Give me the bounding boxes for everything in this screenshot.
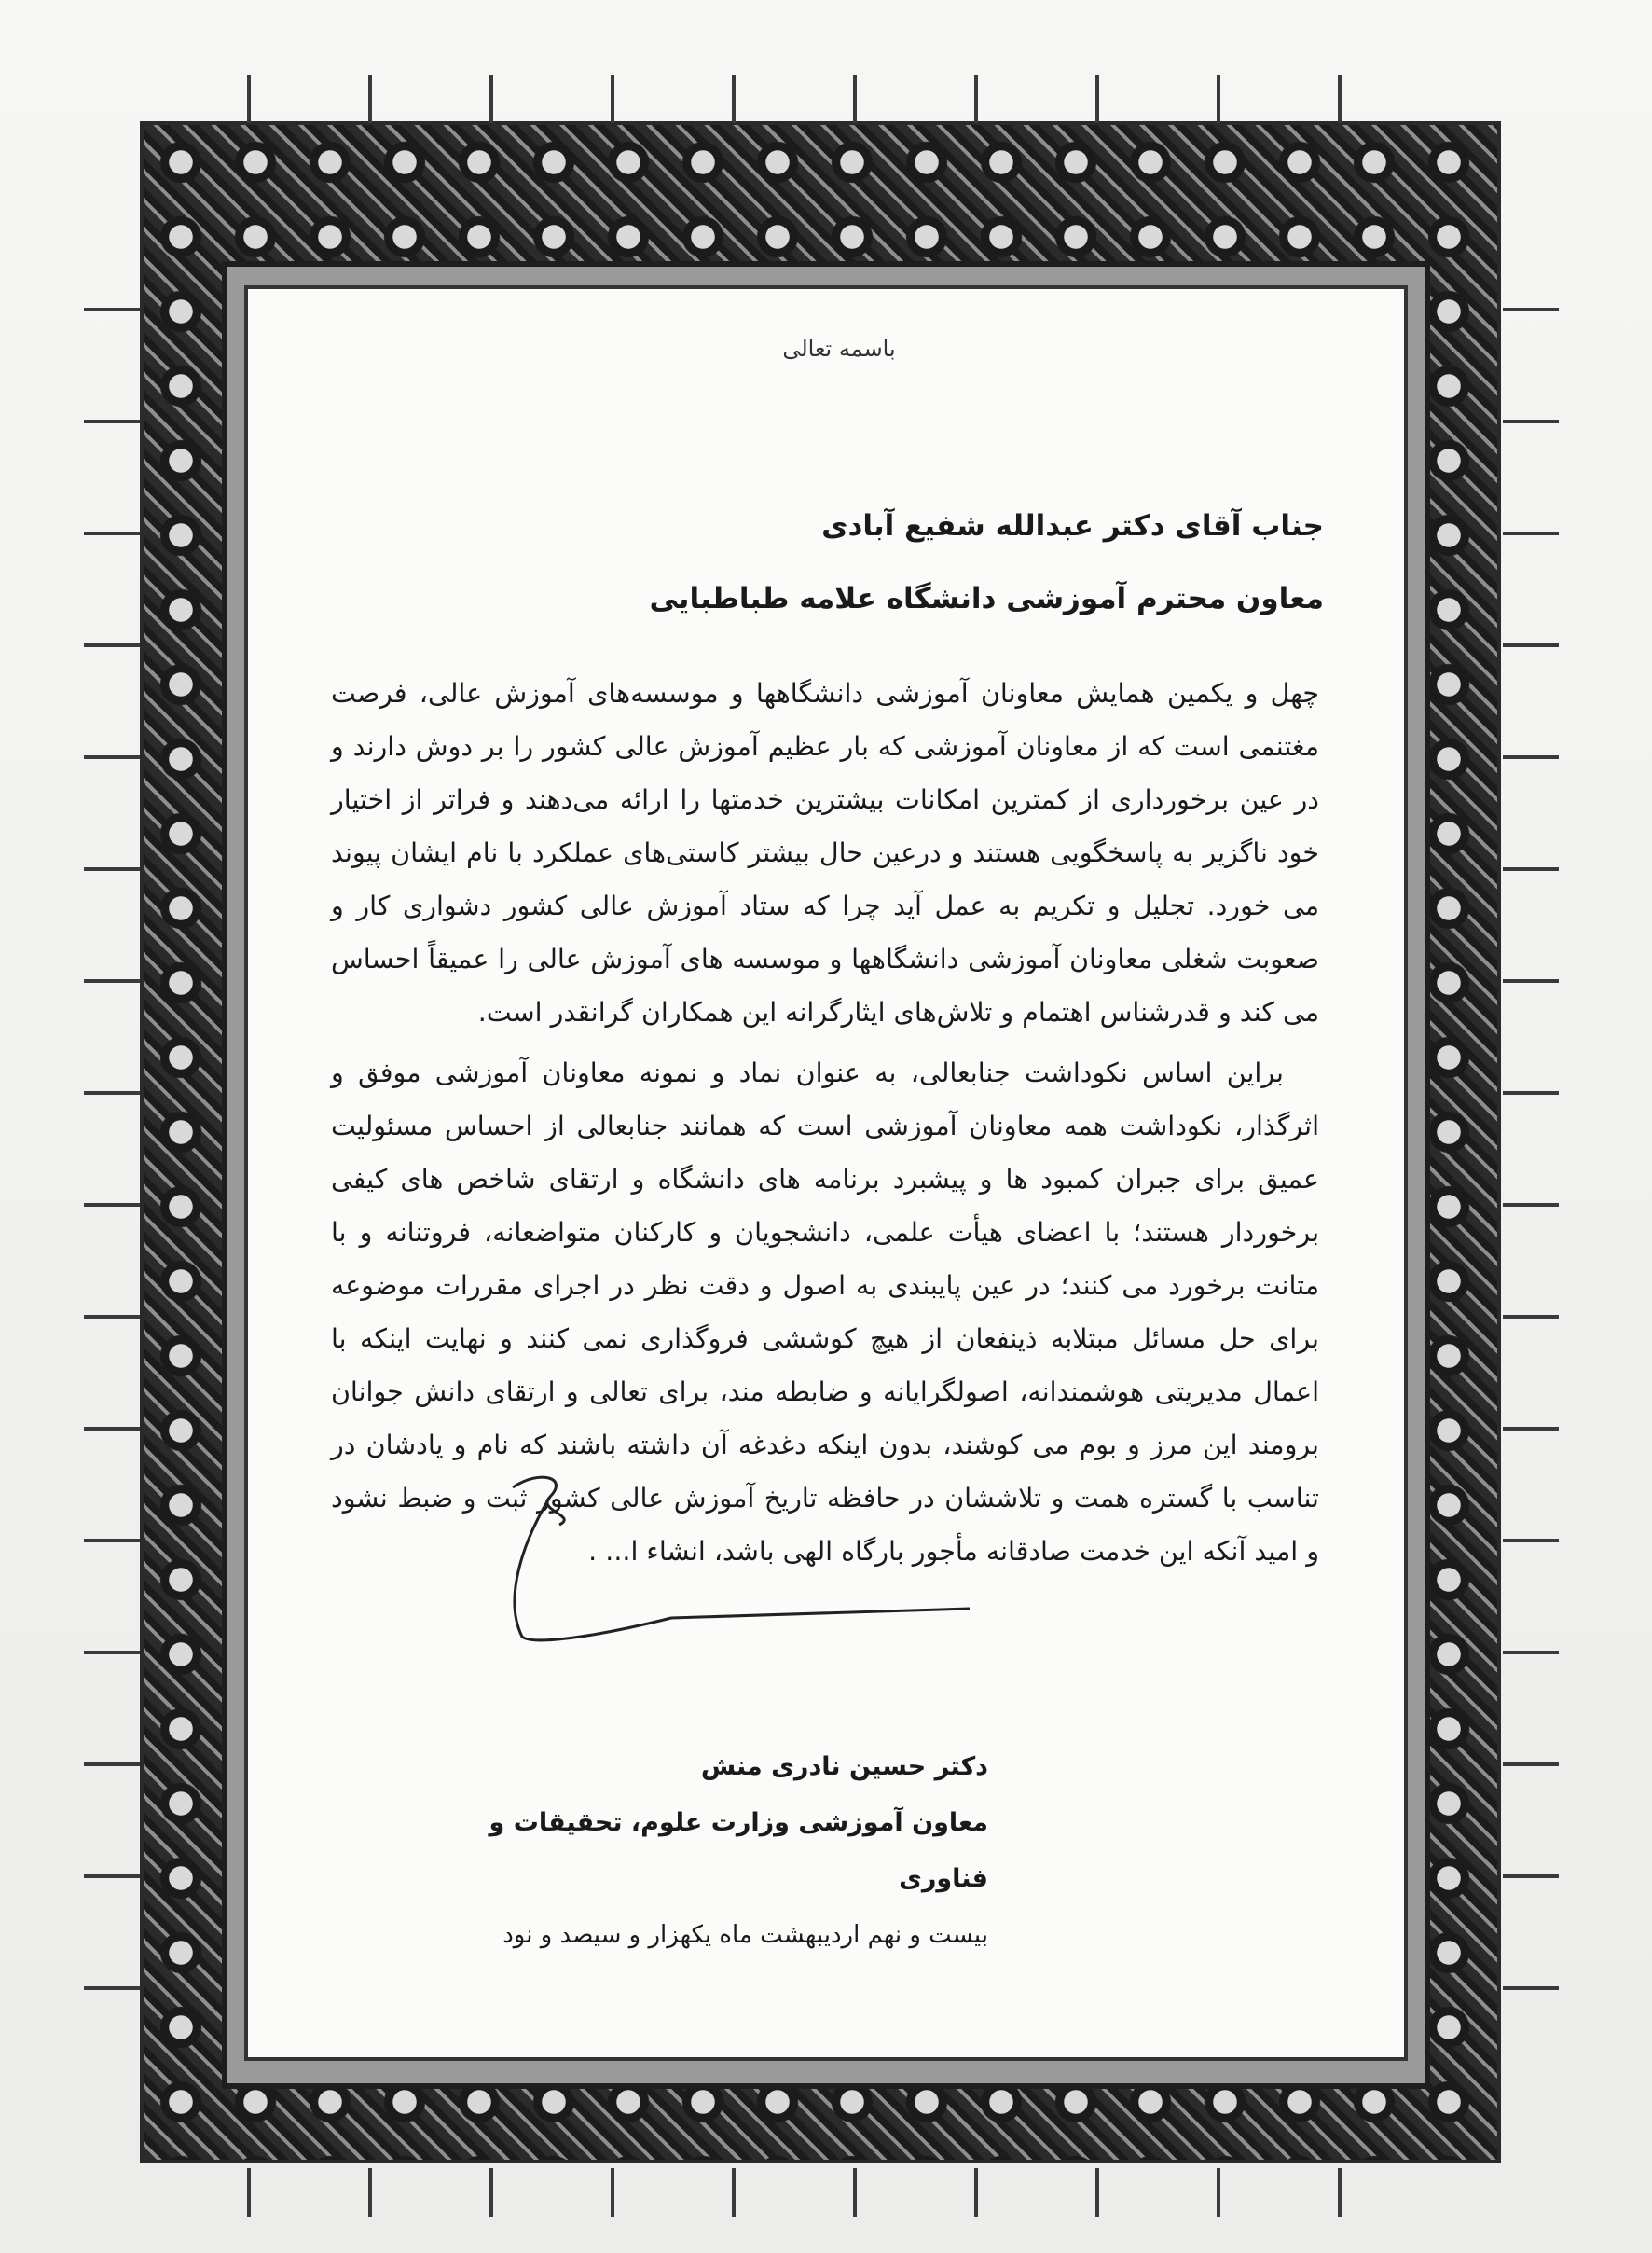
recipient-name: جناب آقای دکتر عبدالله شفیع آبادی xyxy=(821,509,1324,543)
border-finial xyxy=(974,75,978,123)
border-finial xyxy=(1338,2168,1342,2217)
border-finial xyxy=(1217,2168,1220,2217)
border-finial xyxy=(1503,1539,1559,1542)
border-finial xyxy=(1503,643,1559,647)
letter-content xyxy=(322,298,1356,2024)
border-finial xyxy=(84,1539,140,1542)
border-finial xyxy=(368,75,372,123)
border-finial xyxy=(84,1651,140,1654)
border-finial xyxy=(1503,308,1559,311)
border-finial xyxy=(853,2168,857,2217)
border-finial xyxy=(84,1762,140,1766)
border-finial xyxy=(1095,75,1099,123)
signer-name: دکتر حسین نادری منش xyxy=(700,1752,988,1781)
border-finial xyxy=(489,2168,493,2217)
signer-title: معاون آموزشی وزارت علوم، تحقیقات و فناوری xyxy=(489,1808,988,1893)
border-finial xyxy=(84,308,140,311)
border-finial xyxy=(1217,75,1220,123)
recipient-block xyxy=(345,490,1324,635)
border-finial xyxy=(974,2168,978,2217)
border-finial xyxy=(1503,1203,1559,1207)
border-finial xyxy=(84,532,140,535)
border-finial xyxy=(84,1091,140,1095)
border-finial xyxy=(1503,1986,1559,1990)
border-finial xyxy=(84,1427,140,1431)
border-finial xyxy=(1503,1427,1559,1431)
border-finial xyxy=(84,867,140,871)
letter-heading: باسمه تعالی xyxy=(782,336,896,362)
border-finial xyxy=(1503,1651,1559,1654)
border-finial xyxy=(1503,1874,1559,1878)
border-finial xyxy=(84,979,140,983)
border-finial xyxy=(84,643,140,647)
border-finial xyxy=(732,75,736,123)
border-finial xyxy=(247,2168,251,2217)
border-finial xyxy=(1503,867,1559,871)
border-finial xyxy=(611,2168,614,2217)
signature-block xyxy=(466,1739,988,1963)
border-finial xyxy=(84,1986,140,1990)
border-finial xyxy=(368,2168,372,2217)
border-finial xyxy=(1503,420,1559,423)
border-finial xyxy=(84,1315,140,1319)
border-finial xyxy=(1338,75,1342,123)
letter-date: بیست و نهم اردیبهشت ماه یکهزار و سیصد و نود xyxy=(502,1921,988,1949)
border-finial xyxy=(1503,979,1559,983)
border-finial xyxy=(84,755,140,759)
border-finial xyxy=(853,75,857,123)
border-finial xyxy=(84,1203,140,1207)
border-finial xyxy=(1503,1091,1559,1095)
border-finial xyxy=(84,1874,140,1878)
border-finial xyxy=(489,75,493,123)
border-finial xyxy=(1503,755,1559,759)
recipient-title: معاون محترم آموزشی دانشگاه علامه طباطبایی xyxy=(649,582,1324,615)
border-finial xyxy=(1503,1315,1559,1319)
border-finial xyxy=(1503,532,1559,535)
body-paragraph: براین اساس نکوداشت جنابعالی، به عنوان نماد و نمونه معاونان آموزشی موفق و اثرگذار، نکوداشت همه معاونان آموزشی است که همانند جنابعالی از احساس مسئولیت عمیق برای جبران کمبود ها و پیشبرد برنامه های دانشگاه و ارتقای شاخص های کیفی برخوردار هستند؛ با اعضای هیأت علمی، دانشجویان و کارکنان متواضعانه، فروتنانه و با متانت برخورد می کنند؛ در عین پایبندی به اصول و دقت نظر در اجرای مقررات موضوعه برای حل مسائل مبتلابه ذینفعان از هیچ کوششی فروگذاری نمی کنند و نهایت اینکه با اعمال مدیریتی هوشمندانه، اصولگرایانه و ضابطه مند، برای تعالی و ارتقای دانش جوانان برومند این مرز و بوم می کوشند، بدون اینکه دغدغه آن داشته باشند که نام و یادشان در تناسب با گستره همت و تلاششان در حافظه تاریخ آموزش عالی کشور ثبت و ضبط نشود و امید آنکه این خدمت صادقانه مأجور بارگاه الهی باشد، انشاء ا... . xyxy=(331,1057,1319,1567)
letter-body xyxy=(331,667,1319,1578)
body-paragraph: چهل و یکمین همایش معاونان آموزشی دانشگاهها و موسسه‌های آموزش عالی، فرصت مغتنمی است که از معاونان آموزشی که بار عظیم آموزش عالی کشور را بر دوش دارند و در عین برخورداری از کمترین امکانات بیشترین خدمتها را ارائه می‌دهند و فراتر از اختیار خود ناگزیر به پاسخگویی هستند و درعین حال بیشتر کاستی‌های عملکرد با نام ایشان پیوند می خورد. تجلیل و تکریم به عمل آید چرا که ستاد آموزش عالی کشور دشواری کار و صعوبت شغلی معاونان آموزشی دانشگاهها و موسسه های آموزش عالی را عمیقاً احساس می کند و قدرشناس اهتمام و تلاش‌های ایثارگرانه این همکاران گرانقدر است. xyxy=(331,678,1319,1028)
border-finial xyxy=(611,75,614,123)
border-finial xyxy=(732,2168,736,2217)
border-finial xyxy=(247,75,251,123)
handwritten-signature xyxy=(485,1459,1007,1655)
border-finial xyxy=(1095,2168,1099,2217)
border-finial xyxy=(84,420,140,423)
border-finial xyxy=(1503,1762,1559,1766)
